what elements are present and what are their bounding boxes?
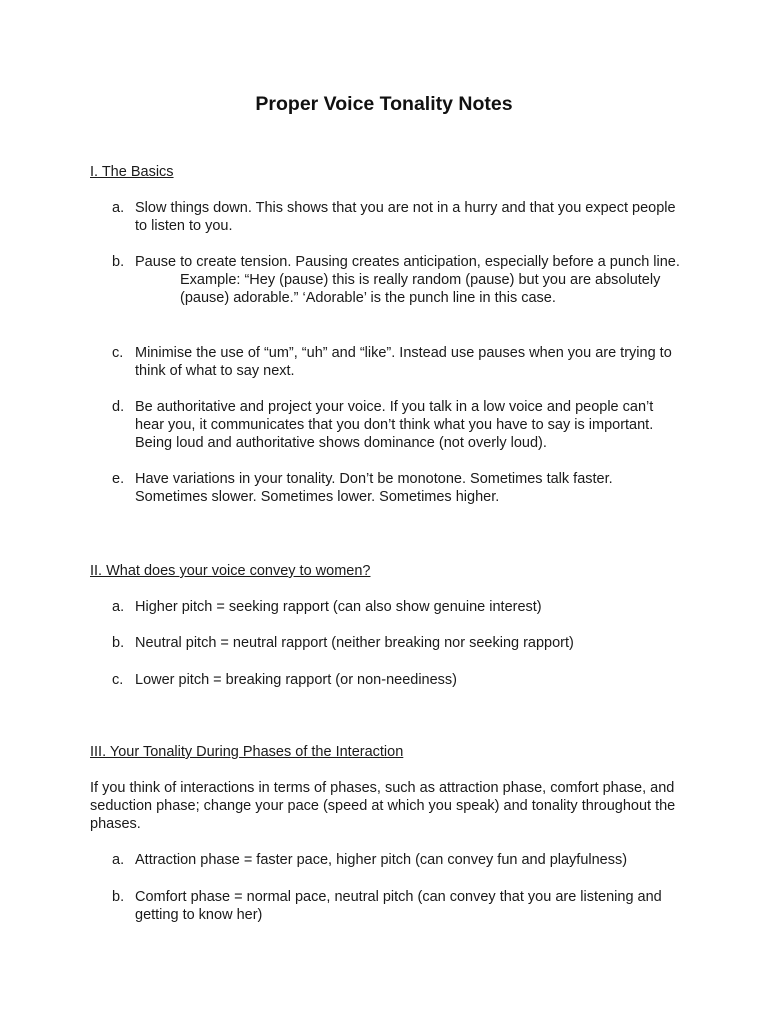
list-item-letter: d. xyxy=(112,399,125,415)
list-item-letter: b. xyxy=(112,635,125,651)
list-item-letter: a. xyxy=(112,200,125,216)
list-item-text: Higher pitch = seeking rapport (can also show genuine interest) xyxy=(135,599,542,615)
list-item-letter: c. xyxy=(112,672,124,688)
list-item-text: Lower pitch = breaking rapport (or non-neediness) xyxy=(135,672,458,688)
list-item-letter: c. xyxy=(112,345,124,361)
section-heading-basics: I. The Basics xyxy=(90,164,174,180)
list-item-text: Comfort phase = normal pace, neutral pitch (can convey that you are listening and getting to know her) xyxy=(135,889,662,923)
list-item-letter: b. xyxy=(112,254,125,270)
list-item-text: Neutral pitch = neutral rapport (neither breaking nor seeking rapport) xyxy=(135,635,574,651)
section-heading-voice-convey: II. What does your voice convey to women? xyxy=(90,563,371,579)
list-item-letter: a. xyxy=(112,599,125,615)
list-item-text: Have variations in your tonality. Don’t be monotone. Sometimes talk faster. Sometimes slower. Sometimes lower. Sometimes higher. xyxy=(135,471,613,505)
list-item-text: Minimise the use of “um”, “uh” and “like”. Instead use pauses when you are trying to think of what to say next. xyxy=(135,345,672,379)
intro-paragraph: If you think of interactions in terms of phases, such as attraction phase, comfort phase, and seduction phase; change your pace (speed at which you speak) and tonality throughout the phases. xyxy=(90,780,676,832)
list-item-letter: b. xyxy=(112,889,125,905)
section-heading-phases: III. Your Tonality During Phases of the Interaction xyxy=(90,744,404,760)
list-item-text: Attraction phase = faster pace, higher pitch (can convey fun and playfulness) xyxy=(135,852,628,868)
list-item-text: Be authoritative and project your voice. If you talk in a low voice and people can’t hear you, it communicates that you don’t think what you have to say is important. Being loud and authoritative shows dominance (not overly loud). xyxy=(135,399,654,451)
list-item-letter: a. xyxy=(112,852,125,868)
document-title: Proper Voice Tonality Notes xyxy=(255,93,513,115)
example-text: Example: “Hey (pause) this is really random (pause) but you are absolutely (pause) adorable.” ‘Adorable’ is the punch line in this case. xyxy=(180,272,661,306)
list-item-text: Pause to create tension. Pausing creates anticipation, especially before a punch line. xyxy=(135,254,680,270)
list-item-letter: e. xyxy=(112,471,125,487)
list-item-text: Slow things down. This shows that you are not in a hurry and that you expect people to listen to you. xyxy=(135,200,676,234)
